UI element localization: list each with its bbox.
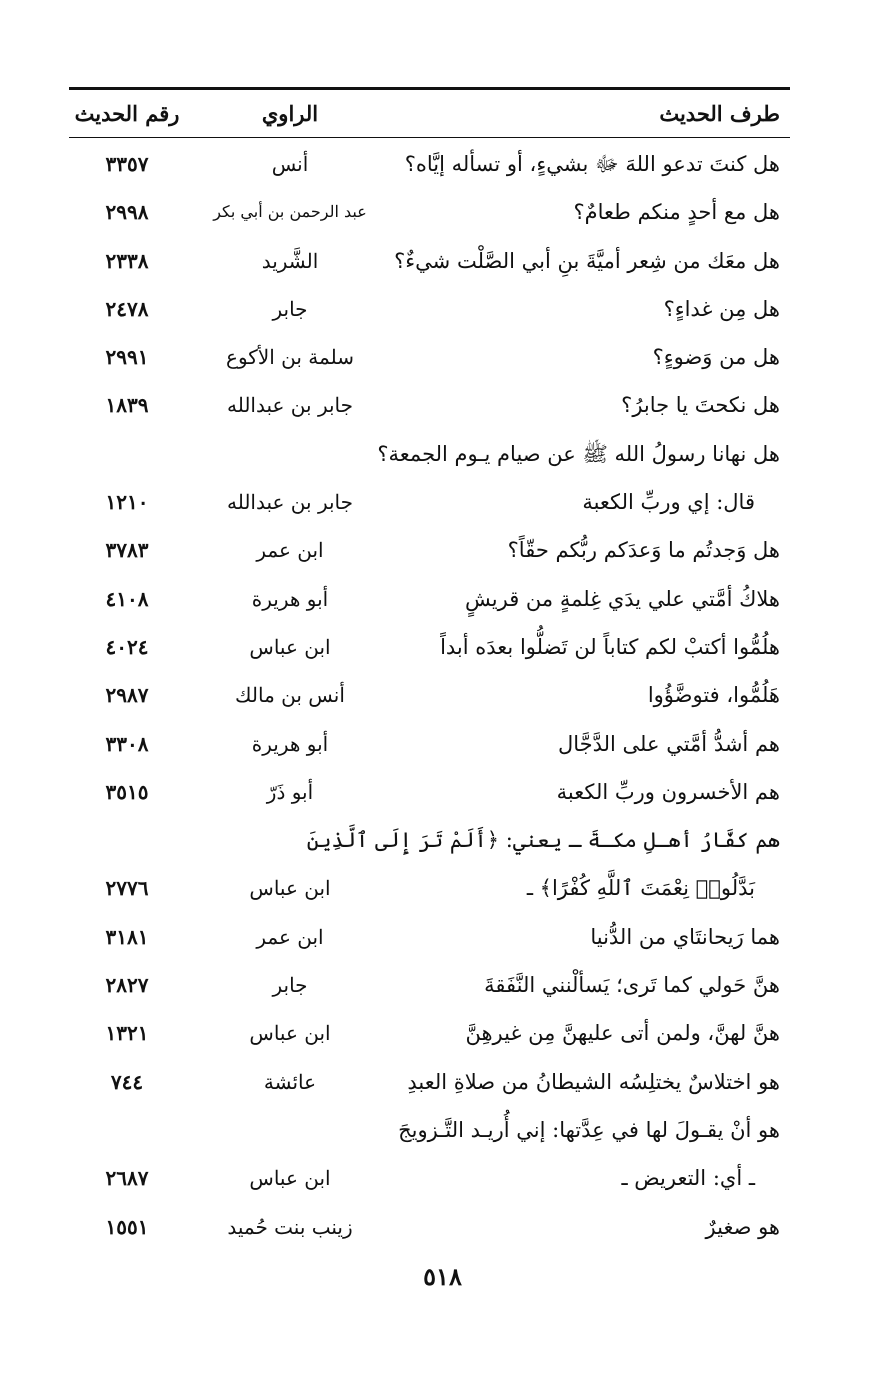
hadith-number: ١٥٥١ bbox=[105, 1214, 149, 1239]
table-row bbox=[0, 915, 885, 963]
hadith-number: ١٢١٠ bbox=[105, 490, 149, 515]
hadith-number: ٢٧٧٦ bbox=[105, 876, 149, 901]
table-row bbox=[0, 1011, 885, 1059]
hadith-text: هلاكُ أمَّتي علي يدَي غِلمةٍ من قريشٍ bbox=[465, 586, 780, 611]
table-row bbox=[0, 383, 885, 431]
hadith-number: ٢٨٢٧ bbox=[105, 973, 149, 998]
table-row bbox=[0, 625, 885, 673]
top-rule bbox=[69, 87, 790, 90]
hadith-number: ٣٣٥٧ bbox=[105, 152, 149, 176]
table-row bbox=[0, 963, 885, 1011]
hadith-text: هما رَيحانتَاي من الدُّنيا bbox=[590, 924, 780, 949]
hadith-text: هو اختلاسٌ يختلِسُه الشيطانُ من صلاةِ العبدِ bbox=[407, 1069, 780, 1094]
table-row bbox=[0, 335, 885, 383]
narrator: ابن عباس bbox=[249, 634, 331, 659]
narrator: جابر bbox=[272, 973, 308, 998]
hadith-number: ٢٩٩٨ bbox=[105, 200, 149, 225]
header-narrator: الراوي bbox=[261, 101, 319, 126]
table-row bbox=[0, 577, 885, 625]
hadith-number: ٣٧٨٣ bbox=[105, 538, 149, 563]
narrator: أبو هريرة bbox=[251, 731, 329, 756]
table-row bbox=[0, 818, 885, 866]
table-row bbox=[0, 1156, 885, 1204]
header-hadith-number: رقم الحديث bbox=[74, 101, 180, 126]
hadith-number: ٣١٨١ bbox=[105, 924, 149, 949]
header-rule bbox=[69, 137, 790, 138]
narrator: ابن عمر bbox=[256, 538, 324, 563]
narrator: أبو ذَرّ bbox=[266, 779, 314, 804]
narrator: سلمة بن الأكوع bbox=[226, 345, 354, 370]
table-row bbox=[0, 239, 885, 287]
hadith-text: قال: إي وربِّ الكعبة bbox=[582, 490, 755, 515]
hadith-text: هل نكحتَ يا جابرُ؟ bbox=[621, 393, 780, 418]
table-row bbox=[0, 432, 885, 480]
table-row bbox=[0, 1060, 885, 1108]
hadith-text: هل نهانا رسولُ الله ﷺ عن صيام يـوم الجمعة؟ bbox=[377, 441, 780, 466]
header-hadith-text: طرف الحديث bbox=[659, 101, 780, 126]
narrator: ابن عباس bbox=[249, 1021, 331, 1046]
hadith-number: ٢٩٩١ bbox=[105, 345, 149, 370]
hadith-index-table bbox=[0, 142, 885, 1253]
narrator: ابن عمر bbox=[256, 924, 324, 949]
hadith-number: ١٨٣٩ bbox=[105, 393, 149, 418]
hadith-text: بَدَّلُوا۟ نِعْمَتَ ٱللَّهِ كُفْرًا﴾ ـ bbox=[526, 876, 755, 901]
table-row bbox=[0, 1108, 885, 1156]
hadith-number: ٤١٠٨ bbox=[105, 586, 149, 611]
hadith-number: ٢٦٨٧ bbox=[105, 1166, 149, 1191]
table-row bbox=[0, 673, 885, 721]
hadith-number: ٣٥١٥ bbox=[105, 779, 149, 804]
hadith-text: هلُمُّوا أكتبْ لكم كتاباً لن تَضلُّوا بعدَه أبداً bbox=[440, 634, 780, 659]
table-row bbox=[0, 480, 885, 528]
narrator: أبو هريرة bbox=[251, 586, 329, 611]
narrator: أنس بن مالك bbox=[235, 683, 345, 708]
hadith-text: هل كنتَ تدعو اللهَ ﷻ بشيءٍ، أو تسأله إيَّاه؟ bbox=[404, 152, 780, 176]
hadith-number: ٢٩٨٧ bbox=[105, 683, 149, 708]
hadith-text: هم أشدُّ أمَّتي على الدَّجَّال bbox=[557, 731, 780, 756]
narrator: عائشة bbox=[263, 1069, 317, 1094]
table-row bbox=[0, 142, 885, 190]
narrator: أنس bbox=[271, 152, 309, 176]
hadith-text: ـ أي: التعريض ـ bbox=[621, 1166, 755, 1191]
hadith-text: هم الأخسرون وربِّ الكعبة bbox=[556, 779, 780, 804]
narrator: جابر bbox=[272, 296, 308, 321]
narrator: ابن عباس bbox=[249, 1166, 331, 1191]
page-number: ٥١٨ bbox=[423, 1262, 462, 1291]
narrator: جابر بن عبدالله bbox=[226, 490, 354, 515]
hadith-text: هل من وَضوءٍ؟ bbox=[652, 345, 780, 370]
hadith-text: هنَّ حَولي كما تَرى؛ يَسألْنني النَّفَقةَ bbox=[484, 973, 780, 998]
hadith-text: هل مِن غداءٍ؟ bbox=[663, 296, 780, 321]
table-row bbox=[0, 190, 885, 238]
hadith-number: ٢٤٧٨ bbox=[105, 296, 149, 321]
hadith-text: هل وَجدتُم ما وَعدَكم ربُّكم حقّاً؟ bbox=[507, 538, 780, 563]
hadith-text: هم كفَّارُ أهـلِ مكـةَ ـ يعني: ﴿أَلَمْ تَرَ إِلَى ٱلَّذِينَ bbox=[306, 828, 780, 853]
narrator: عبد الرحمن بن أبي بكر bbox=[213, 202, 367, 222]
hadith-number: ٢٣٣٨ bbox=[105, 248, 149, 273]
hadith-number: ١٣٢١ bbox=[105, 1021, 149, 1046]
table-row bbox=[0, 770, 885, 818]
table-row bbox=[0, 528, 885, 576]
hadith-text: هل معَك من شِعر أميَّةَ بنِ أبي الصَّلْت شيءٌ؟ bbox=[394, 248, 780, 273]
hadith-text: هو صغيرٌ bbox=[705, 1214, 780, 1239]
hadith-text: هنَّ لهنَّ، ولمن أتى عليهنَّ مِن غيرهِنَّ bbox=[465, 1021, 780, 1046]
narrator: الشَّريد bbox=[261, 248, 319, 273]
narrator: زينب بنت حُميد bbox=[227, 1214, 353, 1239]
hadith-number: ٣٣٠٨ bbox=[105, 731, 149, 756]
narrator: ابن عباس bbox=[249, 876, 331, 901]
hadith-text: هَلُمُّوا، فتوضَّؤُوا bbox=[647, 683, 780, 708]
table-row bbox=[0, 1205, 885, 1253]
narrator: جابر بن عبدالله bbox=[226, 393, 354, 418]
hadith-text: هل مع أحدٍ منكم طعامٌ؟ bbox=[573, 200, 780, 225]
table-row bbox=[0, 722, 885, 770]
table-row bbox=[0, 866, 885, 914]
hadith-number: ٧٤٤ bbox=[110, 1069, 144, 1094]
table-row bbox=[0, 287, 885, 335]
hadith-text: هو أنْ يقـولَ لها في عِدَّتها: إني أُريـد التَّـزويجَ bbox=[398, 1117, 780, 1142]
hadith-number: ٤٠٢٤ bbox=[105, 634, 149, 659]
